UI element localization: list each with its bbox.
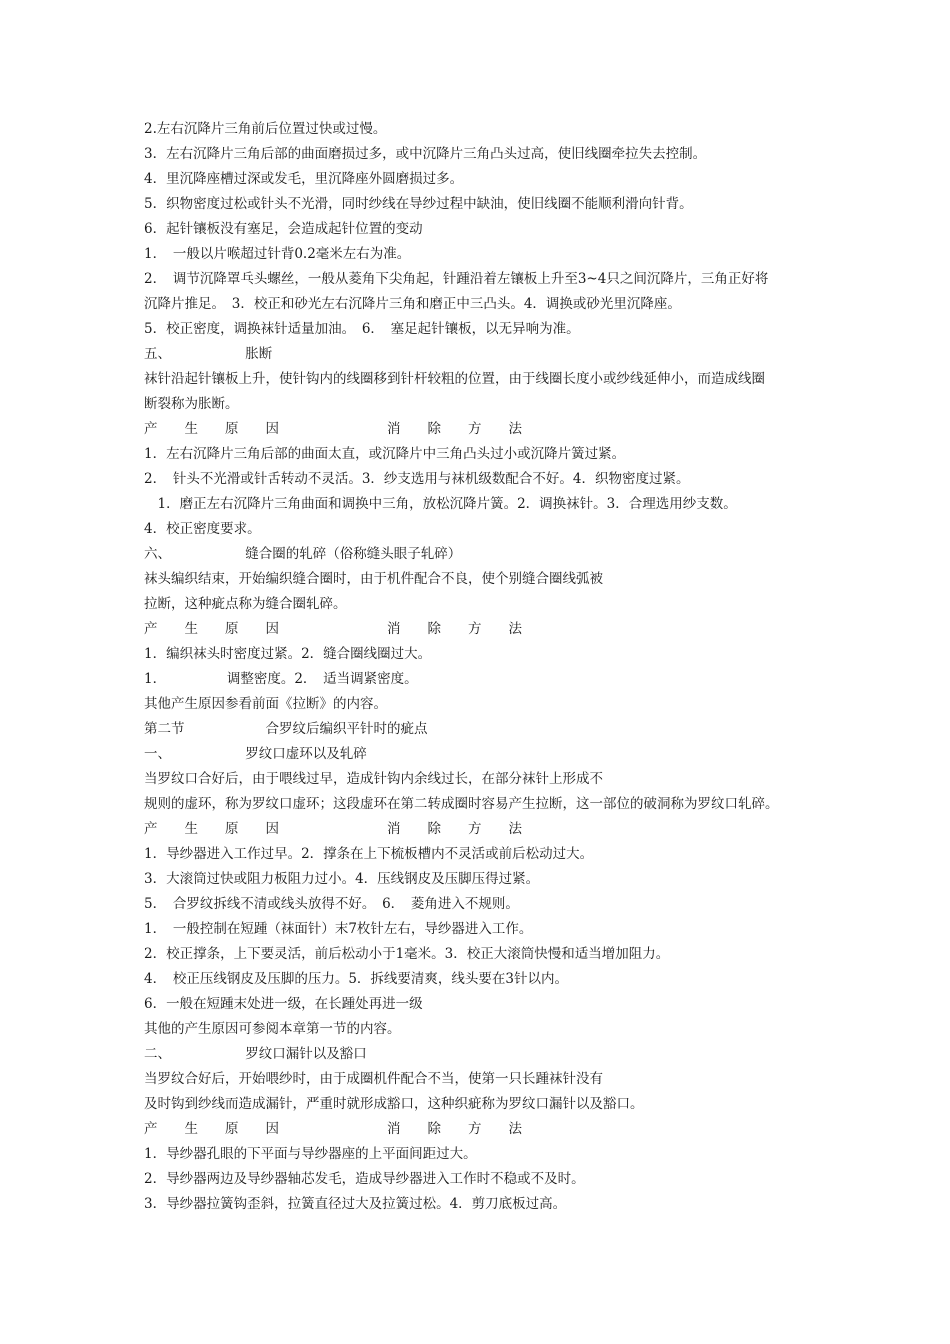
text-line: 2． 调节沉降罩乓头螺丝，一般从菱角下尖角起，针踵沿着左镶板上升至3~4只之间沉降片，三角正好将 xyxy=(144,271,769,287)
text-line: 2． 针头不光滑或针舌转动不灵活。3．纱支选用与袜机级数配合不好。4．织物密度过紧。 xyxy=(144,471,690,487)
column-header: 产 生 原 因 消 除 方 法 xyxy=(144,421,522,437)
text-line: 断裂称为胀断。 xyxy=(144,396,239,412)
text-line: 沉降片推足。 3．校正和砂光左右沉降片三角和磨正中三凸头。4．调换或砂光里沉降座。 xyxy=(144,296,681,312)
text-line: 4．校正密度要求。 xyxy=(144,521,261,537)
text-line: 3．导纱器拉簧钩歪斜，拉簧直径过大及拉簧过松。4．剪刀底板过高。 xyxy=(144,1196,567,1212)
text-line: 5．织物密度过松或针头不光滑，同时纱线在导纱过程中缺油，使旧线圈不能顺利滑向针背。 xyxy=(144,196,693,212)
section-heading: 一、 罗纹口虚环以及轧碎 xyxy=(144,746,367,762)
column-header: 产 生 原 因 消 除 方 法 xyxy=(144,1121,522,1137)
section-heading: 五、 胀断 xyxy=(144,346,273,362)
text-line: 1．导纱器孔眼的下平面与导纱器座的上平面间距过大。 xyxy=(144,1146,477,1162)
text-line: 2.左右沉降片三角前后位置过快或过慢。 xyxy=(144,121,387,137)
text-line: 1．编织袜头时密度过紧。2．缝合圈线圈过大。 xyxy=(144,646,432,662)
text-line: 1．磨正左右沉降片三角曲面和调换中三角，放松沉降片簧。2．调换袜针。3．合理选用纱支数。 xyxy=(144,496,737,512)
text-line: 5．校正密度，调换袜针适量加油。 6． 塞足起针镶板，以无异响为准。 xyxy=(144,321,580,337)
text-line: 袜头编织结束，开始编织缝合圈时，由于机件配合不良，使个别缝合圈线弧被 xyxy=(144,571,603,587)
text-line: 4．里沉降座槽过深或发毛，里沉降座外圆磨损过多。 xyxy=(144,171,464,187)
text-line: 及时钩到纱线而造成漏针，严重时就形成豁口，这种织疵称为罗纹口漏针以及豁口。 xyxy=(144,1096,644,1112)
text-line: 1． 一般控制在短踵（袜面针）末7枚针左右，导纱器进入工作。 xyxy=(144,921,533,937)
text-line: 1．左右沉降片三角后部的曲面太直，或沉降片中三角凸头过小或沉降片簧过紧。 xyxy=(144,446,626,462)
text-line: 2．导纱器两边及导纱器轴芯发毛，造成导纱器进入工作时不稳或不及时。 xyxy=(144,1171,585,1187)
column-header: 产 生 原 因 消 除 方 法 xyxy=(144,621,522,637)
section-heading: 六、 缝合圈的轧碎（俗称缝头眼子轧碎） xyxy=(144,546,462,562)
text-line: 袜针沿起针镶板上升，使针钩内的线圈移到针杆较粗的位置，由于线圈长度小或纱线延伸小，而造成线圈 xyxy=(144,371,765,387)
text-line: 5． 合罗纹拆线不清或线头放得不好。 6． 菱角进入不规则。 xyxy=(144,896,519,912)
text-line: 拉断，这种疵点称为缝合圈轧碎。 xyxy=(144,596,347,612)
text-line: 2．校正撑条，上下要灵活，前后松动小于1毫米。3．校正大滚筒快慢和适当增加阻力。 xyxy=(144,946,670,962)
text-line: 1． 一般以片喉超过针背0.2毫米左右为准。 xyxy=(144,246,411,262)
text-line: 其他产生原因参看前面《拉断》的内容。 xyxy=(144,696,387,712)
section-heading: 二、 罗纹口漏针以及豁口 xyxy=(144,1046,367,1062)
text-line: 6．起针镶板没有塞足，会造成起针位置的变动 xyxy=(144,221,423,237)
text-line: 1．导纱器进入工作过早。2．撑条在上下梳板槽内不灵活或前后松动过大。 xyxy=(144,846,594,862)
column-header: 产 生 原 因 消 除 方 法 xyxy=(144,821,522,837)
text-line: 其他的产生原因可参阅本章第一节的内容。 xyxy=(144,1021,401,1037)
text-line: 当罗纹口合好后，由于喂线过早，造成针钩内余线过长，在部分袜针上形成不 xyxy=(144,771,603,787)
text-line: 6．一般在短踵末处进一级，在长踵处再进一级 xyxy=(144,996,423,1012)
text-line: 3．左右沉降片三角后部的曲面磨损过多，或中沉降片三角凸头过高，使旧线圈牵拉失去控制。 xyxy=(144,146,707,162)
text-line: 规则的虚环，称为罗纹口虚环；这段虚环在第二转成圈时容易产生拉断，这一部位的破洞称为罗纹口轧碎。 xyxy=(144,796,779,812)
text-line: 1． 调整密度。2． 适当调紧密度。 xyxy=(144,671,418,687)
section-heading: 第二节 合罗纹后编织平针时的疵点 xyxy=(144,721,428,737)
text-line: 当罗纹合好后，开始喂纱时，由于成圈机件配合不当，使第一只长踵袜针没有 xyxy=(144,1071,603,1087)
text-line: 3．大滚筒过快或阻力板阻力过小。4．压线钢皮及压脚压得过紧。 xyxy=(144,871,540,887)
text-line: 4． 校正压线钢皮及压脚的压力。5．拆线要清爽，线头要在3针以内。 xyxy=(144,971,569,987)
